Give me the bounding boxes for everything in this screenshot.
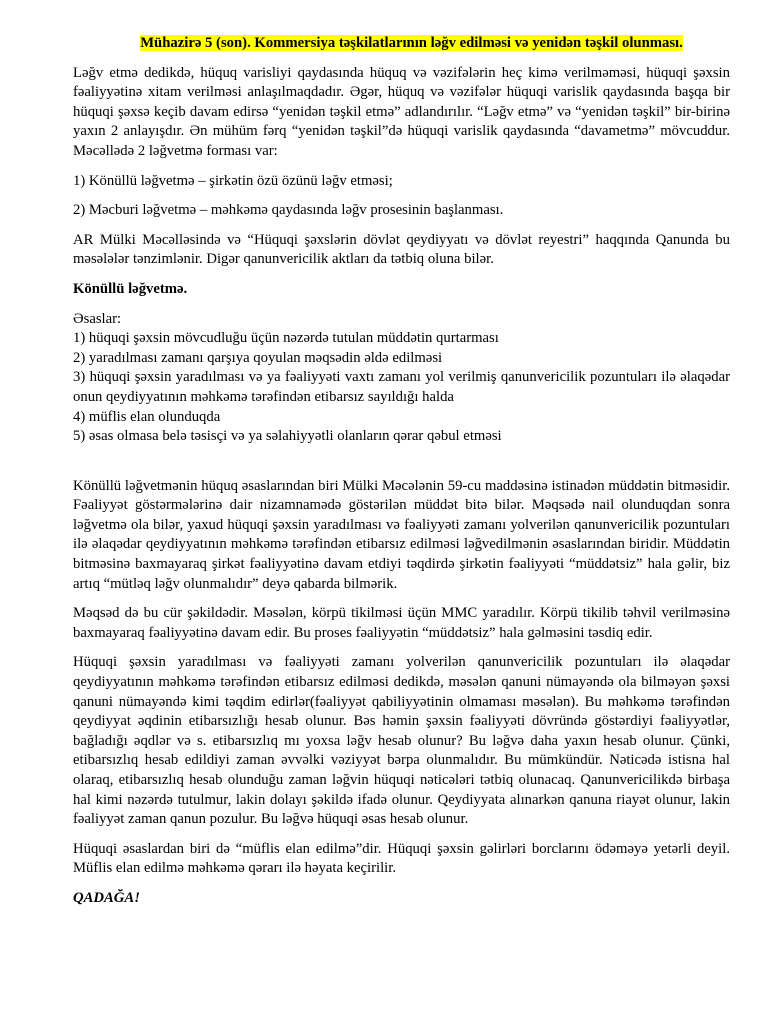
grounds-label: Əsaslar: <box>73 310 122 327</box>
liquidation-form-voluntary: 1) Könüllü ləğvetmə – şirkətin özü özünü ləğv etməsi; <box>73 172 393 189</box>
prohibition-heading: QADAĞA! <box>73 889 140 906</box>
law-paragraph: AR Mülki Məcəlləsində və “Hüquqi şəxslərin dövlət qeydiyyatı və dövlət reyestri” haqqında Qanunda bu məsələlər tənzimlənir. Digər qanunvericilik aktları da tətbiq oluna bilər. <box>73 231 730 268</box>
term-expiry-paragraph: Könüllü ləğvetmənin hüquq əsaslarından biri Mülki Məcələnin 59-cu maddəsinə istinadən müddətin bitməsidir. Fəaliyyət göstərmələrinə dair nizamnamədə göstərilən müddət bitə bilər. Məqsədə nail olunduqdan sonra ləğvetmə ola bilər, yaxud hüquqi şəxsin yaradılması və fəaliyyəti zamanı yolverilən qanunvericilik pozuntuları ilə əlaqədar qeydiyyatının məhkəmə tərəfindən etibarsız edilməsi ləğvedilmənin əsaslarından biridir. Müddətin bitməsinə baxmayaraq şirkət fəaliyyətinə davam etdiyi təqdirdə şirkətin fəaliyyəti “müddətsiz” hala gəlir, biz artıq “mütləq ləğv olunmalıdır” deyə qabarda bilmərik. <box>73 477 730 592</box>
intro-paragraph: Ləğv etmə dedikdə, hüquq varisliyi qaydasında hüquq və vəzifələrin heç kimə verilməməsi, hüquqi şəxsin fəaliyyətinə xitam verilməsi anlaşılmaqdadır. Əgər, hüquq və vəzifələr hüquqi varislik qaydasında başqa bir hüquqi şəxsə keçib davam edirsə “yenidən təşkil etmə” adlandırılır. “Ləğv etmə” və “yenidən təşkil” bir-birinə yaxın 2 anlayışdır. Ən mühüm fərq “yenidən təşkil”də hüquqi varislik qaydasında “davametmə” mövcuddur. Məcəllədə 2 ləğvetmə forması var: <box>73 64 730 159</box>
grounds-item: 4) müflis elan olunduqda <box>73 408 221 425</box>
grounds-list <box>73 310 730 447</box>
document-page <box>73 34 730 919</box>
goal-achieved-paragraph: Məqsəd də bu cür şəkildədir. Məsələn, körpü tikilməsi üçün MMC yaradılır. Körpü tikilib təhvil verilməsinə baxmayaraq fəaliyyətinə davam edir. Bu proses fəaliyyətin “müddətsiz” hala gəlməsini təsdiq edir. <box>73 605 730 641</box>
registration-invalidity-paragraph: Hüquqi şəxsin yaradılması və fəaliyyəti zamanı yolverilən qanunvericilik pozuntuları ilə əlaqədar qeydiyyatının məhkəmə tərəfindən etibarsız edilməsi dedikdə, məsələn qanuni nümayəndə ola bilməyən şəxsi qanuni nümayəndə kimi təqdim edirlər(fəaliyyət qabiliyyətinin olmaması məsələn). Bu məhkəmə tərəfindən qeydiyyat əqdinin etibarsızlığı hesab olunur. Bəs həmin şəxsin fəaliyyəti dövründə göstərdiyi fəaliyyətlər, bağladığı əqdlər və s. etibarsızlıq mı yoxsa ləğv hesab olunur? Bu ləğvə daha yaxın hesab olunur. Çünki, etibarsızlıq hesab edildiyi zaman əvvəlki vəziyyət bərpa olunmalıdır. Bu mümkündür. Nəticədə istisna hal olaraq, etibarsızlıq hesab olunduğu zaman ləğvin hüquqi nəticələri tətbiq olunacaq. Qanunvericilikdə birbaşa hal kimi nəzərdə tutulmur, lakin dolayı şəkildə ifadə olunur. Qeydiyyata alınarkən qanuna riayət olunur, lakin fəaliyyət zaman qanun pozulur. Bu ləğvə hüquqi əsas hesab olunur. <box>73 654 730 828</box>
voluntary-liquidation-heading: Könüllü ləğvetmə. <box>73 280 188 297</box>
lecture-title <box>73 34 730 54</box>
bankruptcy-paragraph: Hüquqi əsaslardan biri də “müflis elan edilmə”dir. Hüquqi şəxsin gəlirləri borclarını ödəməyə yetərli deyil. Müflis elan edilmə məhkəmə qərarı ilə həyata keçirilir. <box>73 840 730 877</box>
lecture-title-highlight: Mühazirə 5 (son). Kommersiya təşkilatlarının ləğv edilməsi və yenidən təşkil olunması. <box>140 35 683 51</box>
grounds-item: 5) əsas olmasa belə təsisçi və ya səlahiyyətli olanların qərar qəbul etməsi <box>73 428 502 445</box>
grounds-item: 3) hüquqi şəxsin yaradılması və ya fəaliyyəti vaxtı zamanı yol verilmiş qanunvericilik pozuntuları ilə əlaqədar onun qeydiyyatının məhkəmə tərəfindən etibarsız sayıldığı halda <box>73 369 730 405</box>
grounds-item: 2) yaradılması zamanı qarşıya qoyulan məqsədin əldə edilməsi <box>73 349 443 366</box>
liquidation-form-compulsory: 2) Məcburi ləğvetmə – məhkəmə qaydasında ləğv prosesinin başlanması. <box>73 202 504 219</box>
spacer <box>73 457 730 477</box>
grounds-item: 1) hüquqi şəxsin mövcudluğu üçün nəzərdə tutulan müddətin qurtarması <box>73 330 499 347</box>
